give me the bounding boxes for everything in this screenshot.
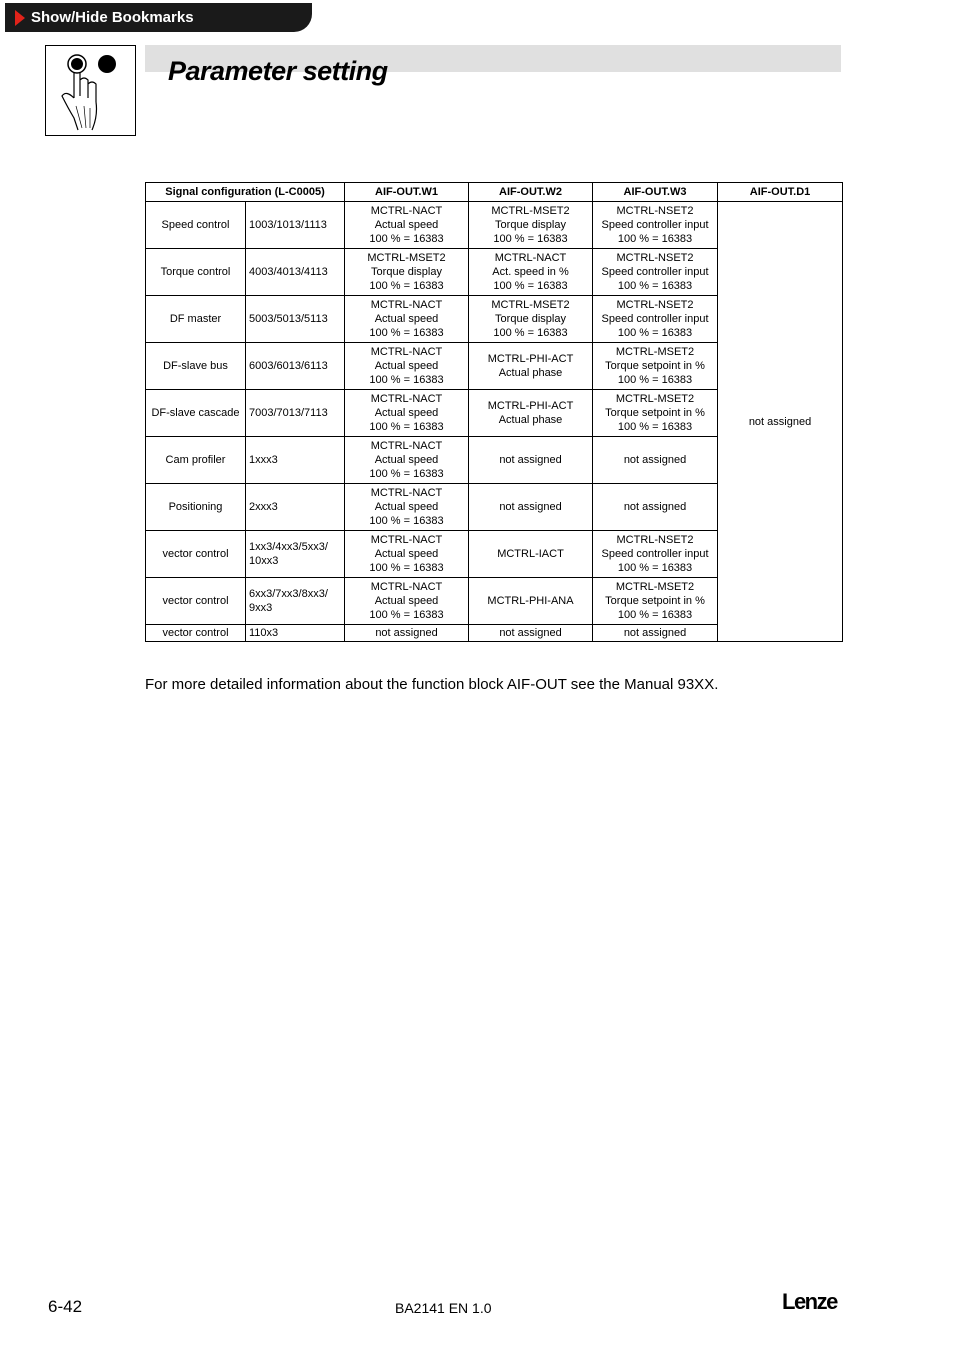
cell-line: 100 % = 16383 bbox=[369, 562, 444, 574]
cell-w1 bbox=[345, 578, 469, 625]
row-code bbox=[246, 625, 345, 642]
cell-w1 bbox=[345, 249, 469, 296]
cell-line: 100 % = 16383 bbox=[617, 562, 693, 574]
cell-line: not assigned bbox=[499, 454, 562, 466]
cell-w3 bbox=[593, 484, 718, 531]
cell-w2 bbox=[469, 484, 593, 531]
row-name: vector control bbox=[146, 531, 246, 578]
row-name: DF master bbox=[146, 296, 246, 343]
cell-line: MCTRL-NACT bbox=[370, 487, 443, 499]
cell-line: 100 % = 16383 bbox=[493, 233, 568, 245]
cell-w3 bbox=[593, 296, 718, 343]
cell-line: 9xx3 bbox=[249, 602, 273, 614]
row-name: Torque control bbox=[146, 249, 246, 296]
show-hide-bookmarks-button[interactable] bbox=[5, 3, 312, 32]
cell-line: Actual speed bbox=[374, 313, 439, 325]
cell-line: 100 % = 16383 bbox=[369, 233, 444, 245]
header-aif-out-d1: AIF-OUT.D1 bbox=[718, 183, 843, 202]
cell-line: 2xxx3 bbox=[249, 501, 278, 513]
cell-line: 1xx3/4xx3/5xx3/ bbox=[249, 541, 328, 553]
cell-line: MCTRL-MSET2 bbox=[491, 205, 570, 217]
cell-line: 100 % = 16383 bbox=[369, 515, 444, 527]
cell-line: 100 % = 16383 bbox=[369, 280, 444, 292]
cell-line: MCTRL-PHI-ANA bbox=[487, 595, 574, 607]
cell-line: Torque display bbox=[371, 266, 442, 278]
cell-line: 100 % = 16383 bbox=[369, 609, 444, 621]
cell-line: Torque setpoint in % bbox=[605, 407, 705, 419]
cell-line: MCTRL-IACT bbox=[497, 548, 564, 560]
cell-w2 bbox=[469, 437, 593, 484]
row-name: vector control bbox=[146, 578, 246, 625]
cell-line: 10xx3 bbox=[249, 555, 279, 567]
cell-line: 4003/4013/4113 bbox=[249, 266, 328, 278]
cell-line: MCTRL-NACT bbox=[494, 252, 567, 264]
header-aif-out-w2: AIF-OUT.W2 bbox=[469, 183, 593, 202]
row-name: Positioning bbox=[146, 484, 246, 531]
cell-line: 7003/7013/7113 bbox=[249, 407, 328, 419]
cell-line: MCTRL-MSET2 bbox=[491, 299, 570, 311]
cell-line: not assigned bbox=[499, 627, 562, 639]
cell-line: Actual phase bbox=[498, 367, 563, 379]
info-text: For more detailed information about the function block AIF-OUT see the Manual 93XX. bbox=[145, 676, 719, 693]
cell-line: MCTRL-NACT bbox=[370, 205, 443, 217]
cell-line: MCTRL-NSET2 bbox=[616, 534, 694, 546]
cell-w2 bbox=[469, 625, 593, 642]
cell-line: MCTRL-NSET2 bbox=[616, 252, 694, 264]
cell-w2 bbox=[469, 531, 593, 578]
cell-line: 110x3 bbox=[249, 627, 279, 639]
cell-line: 100 % = 16383 bbox=[617, 327, 693, 339]
cell-line: Actual speed bbox=[374, 501, 439, 513]
cell-line: 100 % = 16383 bbox=[617, 421, 693, 433]
signal-configuration-table bbox=[145, 182, 843, 642]
document-code: BA2141 EN 1.0 bbox=[395, 1300, 492, 1316]
cell-line: Actual speed bbox=[374, 360, 439, 372]
page-number: 6-42 bbox=[48, 1297, 83, 1316]
lenze-logo: Lenze bbox=[782, 1289, 837, 1314]
cell-line: 100 % = 16383 bbox=[617, 609, 693, 621]
cell-line: MCTRL-PHI-ACT bbox=[487, 400, 574, 412]
cell-d1: not assigned bbox=[718, 202, 843, 642]
row-name: Cam profiler bbox=[146, 437, 246, 484]
cell-line: MCTRL-PHI-ACT bbox=[487, 353, 574, 365]
cell-line: not assigned bbox=[375, 627, 438, 639]
cell-w1 bbox=[345, 343, 469, 390]
cell-line: Speed controller input bbox=[601, 219, 709, 231]
row-code bbox=[246, 390, 345, 437]
row-name: vector control bbox=[146, 625, 246, 642]
cell-line: 100 % = 16383 bbox=[369, 468, 444, 480]
hand-pressing-button-icon bbox=[45, 45, 136, 136]
cell-line: Actual speed bbox=[374, 219, 439, 231]
row-code bbox=[246, 296, 345, 343]
cell-w3 bbox=[593, 531, 718, 578]
cell-line: MCTRL-NACT bbox=[370, 346, 443, 358]
table-header-row bbox=[146, 183, 843, 202]
cell-line: MCTRL-NACT bbox=[370, 440, 443, 452]
cell-line: 100 % = 16383 bbox=[493, 280, 568, 292]
row-name: DF-slave cascade bbox=[146, 390, 246, 437]
cell-line: MCTRL-NACT bbox=[370, 534, 443, 546]
cell-line: MCTRL-MSET2 bbox=[615, 346, 695, 358]
cell-w3 bbox=[593, 343, 718, 390]
cell-line: Actual speed bbox=[374, 595, 439, 607]
row-name: Speed control bbox=[146, 202, 246, 249]
triangle-right-icon bbox=[15, 10, 25, 26]
cell-w1 bbox=[345, 296, 469, 343]
row-code bbox=[246, 484, 345, 531]
cell-line: MCTRL-NSET2 bbox=[616, 299, 694, 311]
header-aif-out-w3: AIF-OUT.W3 bbox=[593, 183, 718, 202]
cell-line: 100 % = 16383 bbox=[617, 280, 693, 292]
row-code bbox=[246, 249, 345, 296]
cell-line: Speed controller input bbox=[601, 313, 709, 325]
cell-line: Torque display bbox=[495, 219, 566, 231]
cell-w1 bbox=[345, 437, 469, 484]
cell-w1 bbox=[345, 625, 469, 642]
cell-line: MCTRL-NSET2 bbox=[616, 205, 694, 217]
cell-line: 100 % = 16383 bbox=[617, 374, 693, 386]
cell-w2 bbox=[469, 578, 593, 625]
cell-line: Act. speed in % bbox=[492, 266, 569, 278]
cell-w2 bbox=[469, 296, 593, 343]
cell-line: not assigned bbox=[499, 501, 562, 513]
cell-line: MCTRL-NACT bbox=[370, 581, 443, 593]
row-code bbox=[246, 343, 345, 390]
cell-line: Torque setpoint in % bbox=[605, 360, 705, 372]
cell-line: 100 % = 16383 bbox=[493, 327, 568, 339]
cell-line: Torque setpoint in % bbox=[605, 595, 705, 607]
bookmark-label: Show/Hide Bookmarks bbox=[31, 9, 194, 26]
cell-line: MCTRL-MSET2 bbox=[615, 581, 695, 593]
cell-line: not assigned bbox=[623, 501, 687, 513]
row-code bbox=[246, 578, 345, 625]
cell-w3 bbox=[593, 390, 718, 437]
cell-w2 bbox=[469, 343, 593, 390]
cell-line: MCTRL-MSET2 bbox=[615, 393, 695, 405]
cell-line: Speed controller input bbox=[601, 266, 709, 278]
cell-line: 5003/5013/5113 bbox=[249, 313, 328, 325]
row-code bbox=[246, 437, 345, 484]
cell-line: not assigned bbox=[623, 454, 687, 466]
cell-line: not assigned bbox=[623, 627, 687, 639]
cell-w3 bbox=[593, 202, 718, 249]
cell-line: 6xx3/7xx3/8xx3/ bbox=[249, 588, 328, 600]
cell-line: 6003/6013/6113 bbox=[249, 360, 328, 372]
cell-line: Torque display bbox=[495, 313, 566, 325]
row-code bbox=[246, 531, 345, 578]
row-name: DF-slave bus bbox=[146, 343, 246, 390]
cell-w1 bbox=[345, 531, 469, 578]
table-row bbox=[146, 202, 843, 249]
cell-w3 bbox=[593, 437, 718, 484]
cell-line: Speed controller input bbox=[601, 548, 709, 560]
cell-line: Actual phase bbox=[498, 414, 563, 426]
cell-w3 bbox=[593, 249, 718, 296]
cell-line: 100 % = 16383 bbox=[369, 374, 444, 386]
cell-w3 bbox=[593, 625, 718, 642]
header-aif-out-w1: AIF-OUT.W1 bbox=[345, 183, 469, 202]
cell-w3 bbox=[593, 578, 718, 625]
cell-w1 bbox=[345, 202, 469, 249]
cell-line: 100 % = 16383 bbox=[617, 233, 693, 245]
cell-line: 1003/1013/1113 bbox=[249, 219, 327, 231]
cell-w2 bbox=[469, 202, 593, 249]
cell-line: MCTRL-NACT bbox=[370, 393, 443, 405]
cell-line: Actual speed bbox=[374, 407, 439, 419]
cell-w2 bbox=[469, 249, 593, 296]
cell-line: Actual speed bbox=[374, 548, 439, 560]
cell-line: 100 % = 16383 bbox=[369, 421, 444, 433]
cell-line: 1xxx3 bbox=[249, 454, 278, 466]
row-code bbox=[246, 202, 345, 249]
cell-line: Actual speed bbox=[374, 454, 439, 466]
header-signal-configuration: Signal configuration (L-C0005) bbox=[146, 183, 345, 202]
cell-line: MCTRL-NACT bbox=[370, 299, 443, 311]
page-title: Parameter setting bbox=[168, 56, 388, 86]
cell-w1 bbox=[345, 484, 469, 531]
cell-w1 bbox=[345, 390, 469, 437]
cell-line: 100 % = 16383 bbox=[369, 327, 444, 339]
cell-w2 bbox=[469, 390, 593, 437]
cell-line: MCTRL-MSET2 bbox=[367, 252, 446, 264]
